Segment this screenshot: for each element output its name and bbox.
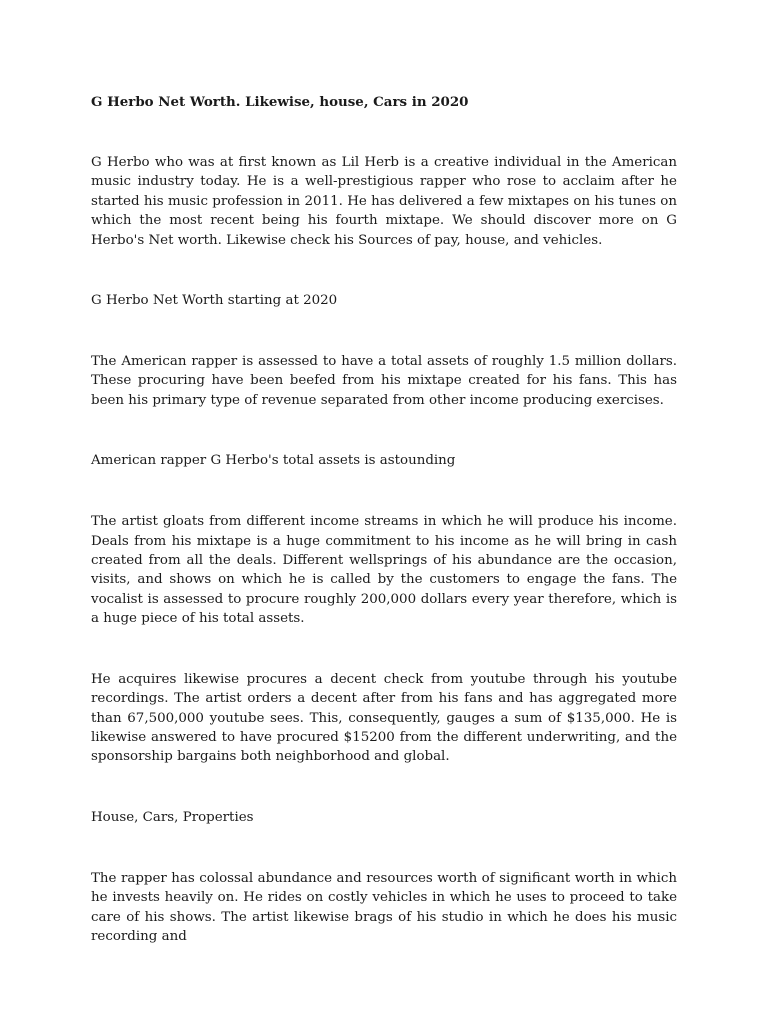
- section-heading-total-assets: American rapper G Herbo's total assets is astounding: [91, 453, 456, 469]
- paragraph-properties: The rapper has colossal abundance and resources worth of significant worth in which he invests heavily on. He rides on costly vehicles in which he uses to proceed to take care of his shows. The artist likewise brags of his studio in which he does his music recording and: [91, 870, 677, 944]
- section-heading-net-worth: G Herbo Net Worth starting at 2020: [91, 293, 338, 309]
- paragraph-youtube: He acquires likewise procures a decent check from youtube through his youtube recordings. The artist orders a decent after from his fans and has aggregated more than 67,500,000 youtube sees. This, consequently, gauges a sum of $135,000. He is likewise answered to have procured $15200 from the different underwriting, and the sponsorship bargains both neighborhood and global.: [91, 671, 677, 765]
- section-heading-house-cars: House, Cars, Properties: [91, 809, 254, 825]
- paragraph-intro: G Herbo who was at first known as Lil Herb is a creative individual in the American music industry today. He is a well-prestigious rapper who rose to acclaim after he started his music profession in 2011. He has delivered a few mixtapes on his tunes on which the most recent being his fourth mixtape. We should discover more on G Herbo's Net worth. Likewise check his Sources of pay, house, and vehicles.: [91, 155, 677, 248]
- document-page: [91, 92, 677, 987]
- document-title: G Herbo Net Worth. Likewise, house, Cars in 2020: [91, 94, 469, 110]
- paragraph-net-worth: The American rapper is assessed to have a total assets of roughly 1.5 million dollars. These procuring have been beefed from his mixtape created for his fans. This has been his primary type of revenue separated from other income producing exercises.: [91, 354, 677, 408]
- paragraph-income-streams: The artist gloats from different income streams in which he will produce his income. Deals from his mixtape is a huge commitment to his income as he will bring in cash created from all the deals. Different wellsprings of his abundance are the occasion, visits, and shows on which he is called by the customers to engage the fans. The vocalist is assessed to procure roughly 200,000 dollars every year therefore, which is a huge piece of his total assets.: [91, 514, 677, 627]
